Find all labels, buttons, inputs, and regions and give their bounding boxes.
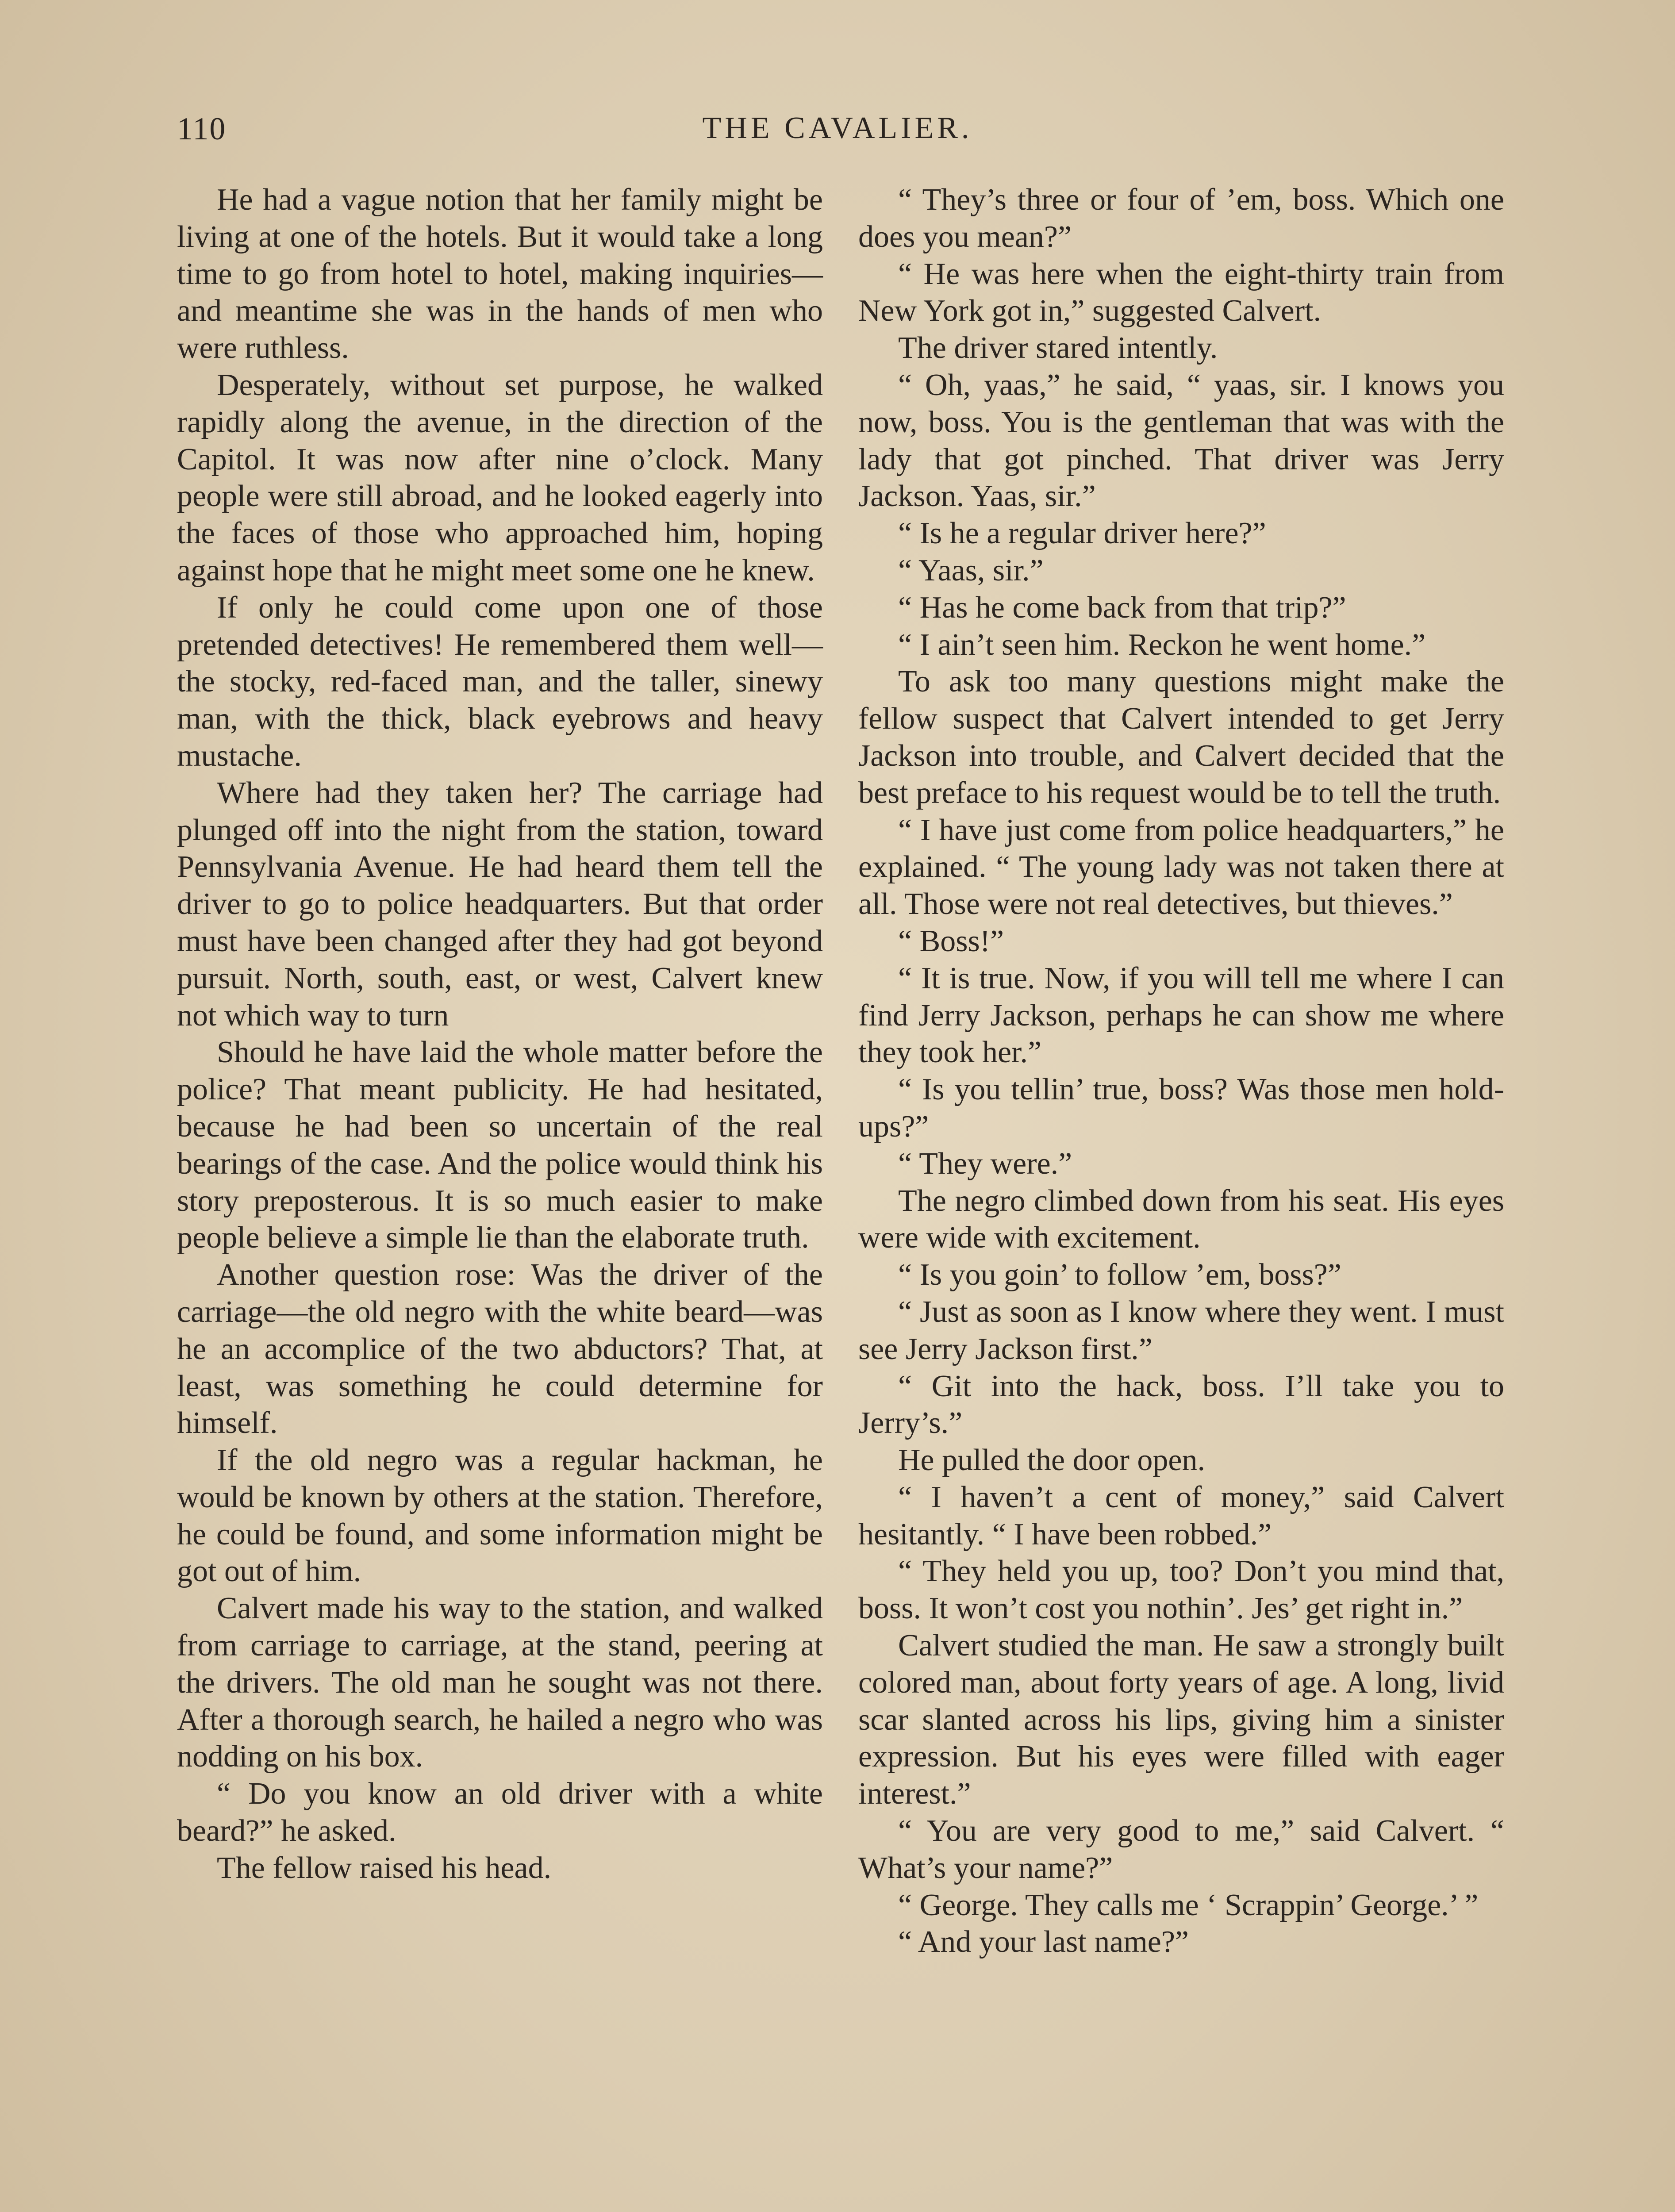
paragraph: “ Is he a regular driver here?” [898, 516, 1266, 551]
page-header [177, 111, 1498, 155]
paragraph: The fellow raised his head. [217, 1851, 552, 1885]
left-column [177, 181, 823, 1887]
paragraph: “ They were.” [898, 1146, 1072, 1181]
paragraph: “ I ain’t seen him. Reckon he went home.” [898, 627, 1426, 662]
paragraph: Should he have laid the whole matter before the police? That meant publicity. He had hesitated, because he had been so uncertain of the real bearings of the case. And the police would think his story preposterous. It is so much easier to make people believe a simple lie than the elaborate truth. [177, 1035, 823, 1255]
paragraph: “ Git into the hack, boss. I’ll take you to Jerry’s.” [858, 1369, 1504, 1440]
paragraph: “ He was here when the eight-thirty train from New York got in,” suggested Calvert. [858, 257, 1504, 328]
paragraph: “ Oh, yaas,” he said, “ yaas, sir. I knows you now, boss. You is the gentleman that was with the lady that got pinched. That driver was Jerry Jackson. Yaas, sir.” [858, 368, 1504, 514]
page-number: 110 [177, 111, 227, 146]
paragraph: Calvert studied the man. He saw a strongly built colored man, about forty years of age. A long, livid scar slanted across his lips, giving him a sinister expression. But his eyes were filled with eager interest.” [858, 1628, 1504, 1811]
paragraph: “ Is you goin’ to follow ’em, boss?” [898, 1258, 1341, 1292]
paragraph: The negro climbed down from his seat. His eyes were wide with excitement. [858, 1183, 1504, 1255]
paragraph: Where had they taken her? The carriage had plunged off into the night from the station, toward Pennsylvania Avenue. He had heard them tell the driver to go to police headquarters. But that order must have been changed after they had got beyond pursuit. North, south, east, or west, Calvert knew not which way to turn [177, 776, 823, 1033]
paragraph: “ They held you up, too? Don’t you mind that, boss. It won’t cost you nothin’. Jes’ get right in.” [858, 1554, 1504, 1626]
paragraph: “ Yaas, sir.” [898, 553, 1044, 588]
paragraph: To ask too many questions might make the fellow suspect that Calvert intended to get Jerry Jackson into trouble, and Calvert decided that the best preface to his request would be to tell the truth. [858, 664, 1504, 810]
paragraph: He had a vague notion that her family might be living at one of the hotels. But it would take a long time to go from hotel to hotel, making inquiries—and meantime she was in the hands of men who were ruthless. [177, 183, 823, 365]
paragraph: Desperately, without set purpose, he walked rapidly along the avenue, in the direction of the Capitol. It was now after nine o’clock. Many people were still abroad, and he looked eagerly into the faces of those who approached him, hoping against hope that he might meet some one he knew. [177, 368, 823, 588]
paragraph: “ Has he come back from that trip?” [898, 590, 1346, 625]
paragraph: If only he could come upon one of those pretended detectives! He remembered them well—the stocky, red-faced man, and the taller, sinewy man, with the thick, black eyebrows and heavy mustache. [177, 590, 823, 773]
paragraph: If the old negro was a regular hackman, he would be known by others at the station. Therefore, he could be found, and some information might be got out of him. [177, 1443, 823, 1589]
paragraph: “ Do you know an old driver with a white beard?” he asked. [177, 1777, 823, 1848]
right-column [858, 181, 1504, 1961]
paragraph: “ I haven’t a cent of money,” said Calvert hesitantly. “ I have been robbed.” [858, 1480, 1504, 1551]
paragraph: “ They’s three or four of ’em, boss. Which one does you mean?” [858, 183, 1504, 254]
paragraph: The driver stared intently. [898, 331, 1218, 365]
running-title: THE CAVALIER. [702, 111, 973, 145]
paragraph: He pulled the door open. [898, 1443, 1205, 1478]
paragraph: “ You are very good to me,” said Calvert. “ What’s your name?” [858, 1814, 1504, 1885]
paragraph: Another question rose: Was the driver of the carriage—the old negro with the white beard—was he an accomplice of the two abductors? That, at least, was something he could determine for himself. [177, 1258, 823, 1440]
paragraph: “ It is true. Now, if you will tell me where I can find Jerry Jackson, perhaps he can show me where they took her.” [858, 961, 1504, 1070]
paragraph: “ Boss!” [898, 924, 1004, 958]
paragraph: “ Just as soon as I know where they went. I must see Jerry Jackson first.” [858, 1294, 1504, 1366]
paragraph: Calvert made his way to the station, and walked from carriage to carriage, at the stand, peering at the drivers. The old man he sought was not there. After a thorough search, he hailed a negro who was nodding on his box. [177, 1591, 823, 1774]
paragraph: “ George. They calls me ‘ Scrappin’ George.’ ” [898, 1888, 1479, 1922]
paragraph: “ Is you tellin’ true, boss? Was those men hold-ups?” [858, 1072, 1504, 1144]
paragraph: “ I have just come from police headquarters,” he explained. “ The young lady was not taken there at all. Those were not real detectives, but thieves.” [858, 813, 1504, 922]
paragraph: “ And your last name?” [898, 1925, 1189, 1959]
